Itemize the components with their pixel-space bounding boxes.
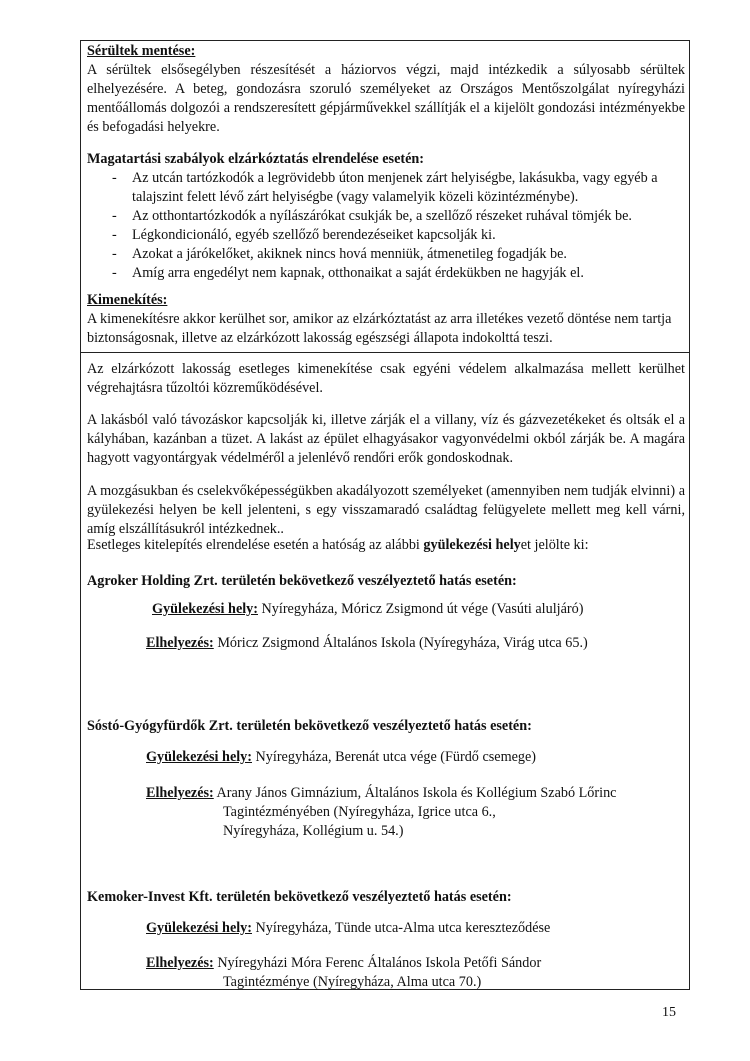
site-title: Agroker Holding Zrt. területén bekövetkező veszélyeztető hatás esetén: <box>87 573 517 589</box>
list-item: - Azokat a járókelőket, akiknek nincs hová menniük, átmenetileg fogadják be. <box>87 245 685 264</box>
list-item: - Az utcán tartózkodók a legrövidebb úton menjenek zárt helyiségbe, lakásukba, vagy egyéb a talajszint felett lévő zárt helyiségbe (vagy valamelyik közeli közintézménybe). <box>87 169 685 207</box>
body-paragraph-2: A lakásból való távozáskor kapcsolják ki, illetve zárják el a villany, víz és gázvezetékeket és oltsák el a kályhában, kazánban a tüzet. A lakást az épület elhagyásakor vagyonvédelmi okból zárják be. A magára hagyott vagyontárgyak védelméről a jelenlévő rendőri erők gondoskodnak. <box>87 412 685 466</box>
list-item: - Légkondicionáló, egyéb szellőző berendezéseiket kapcsolják ki. <box>87 226 685 245</box>
section-text: A kimenekítésre akkor kerülhet sor, amikor az elzárkóztatást az arra illetékes vezető döntése nem tartja biztonságosnak, illetve az elzárkózott lakosság egészségi állapota indokolttá teszi. <box>87 311 672 346</box>
body-paragraph-1: Az elzárkózott lakosság esetleges kimenekítése csak egyéni védelem alkalmazása mellett kerülhet végrehajtásra tűzoltói közreműködésével. <box>87 361 685 396</box>
site-title: Kemoker-Invest Kft. területén bekövetkező veszélyeztető hatás esetén: <box>87 889 512 905</box>
page-number: 15 <box>662 1005 676 1020</box>
section-divider <box>80 352 690 353</box>
section-behavior-rules <box>87 150 685 283</box>
section-heading: Kimenekítés: <box>87 292 168 308</box>
site-accommodation: Elhelyezés: Nyíregyházi Móra Ferenc Általános Iskola Petőfi Sándor Tagintézménye (Nyíregyháza, Alma utca 70.) <box>146 955 542 990</box>
site-assembly-point: Gyülekezési hely: Nyíregyháza, Móricz Zsigmond út vége (Vasúti aluljáró) <box>152 601 584 617</box>
section-injured-rescue <box>87 42 685 137</box>
rules-list <box>87 169 685 283</box>
site-assembly-point: Gyülekezési hely: Nyíregyháza, Berenát utca vége (Fürdő csemege) <box>146 749 537 765</box>
body-paragraph-4: Esetleges kitelepítés elrendelése esetén a hatóság az alábbi gyülekezési helyet jelölte ki: <box>87 537 589 553</box>
section-heading: Magatartási szabályok elzárkóztatás elrendelése esetén: <box>87 151 425 167</box>
site-accommodation: Elhelyezés: Arany János Gimnázium, Általános Iskola és Kollégium Szabó Lőrinc Tagintézményében (Nyíregyháza, Igrice utca 6., Nyíregyháza, Kollégium u. 54.) <box>146 785 617 839</box>
section-text: A sérültek elsősegélyben részesítését a háziorvos végzi, majd intézkedik a súlyosabb sérültek elhelyezésére. A beteg, gondozásra szoruló személyeket az Országos Mentőszolgálat nyíregyházi mentőállomás dolgozói a rendszeresített gépjárművekkel szállítják el a kijelölt gondozási intézményekbe és befogadási helyekre. <box>87 62 685 135</box>
section-heading: Sérültek mentése: <box>87 43 196 59</box>
assembly-point-term: gyülekezési hely <box>423 537 521 553</box>
accommodation-label: Elhelyezés: <box>146 635 214 651</box>
accommodation-label: Elhelyezés: <box>146 955 214 971</box>
body-paragraph-3: A mozgásukban és cselekvőképességükben akadályozott személyeket (amennyiben nem tudják elvinni) a gyülekezési helyen be kell jelenteni, s egy visszamaradó családtag felügyelete mellett meg kell várni, amíg elszállításukról intézkednek.. <box>87 483 685 537</box>
section-evacuation <box>87 291 685 348</box>
site-title: Sóstó-Gyógyfürdők Zrt. területén bekövetkező veszélyeztető hatás esetén: <box>87 718 532 734</box>
assembly-label: Gyülekezési hely: <box>146 749 252 765</box>
accommodation-label: Elhelyezés: <box>146 785 214 801</box>
list-item: - Az otthontartózkodók a nyílászárókat csukják be, a szellőző részeket ruhával tömjék be. <box>87 207 685 226</box>
list-item: - Amíg arra engedélyt nem kapnak, otthonaikat a saját érdekükben ne hagyják el. <box>87 264 685 283</box>
assembly-label: Gyülekezési hely: <box>152 601 258 617</box>
site-accommodation: Elhelyezés: Móricz Zsigmond Általános Iskola (Nyíregyháza, Virág utca 65.) <box>146 635 588 651</box>
site-assembly-point: Gyülekezési hely: Nyíregyháza, Tünde utca-Alma utca kereszteződése <box>146 920 551 936</box>
assembly-label: Gyülekezési hely: <box>146 920 252 936</box>
